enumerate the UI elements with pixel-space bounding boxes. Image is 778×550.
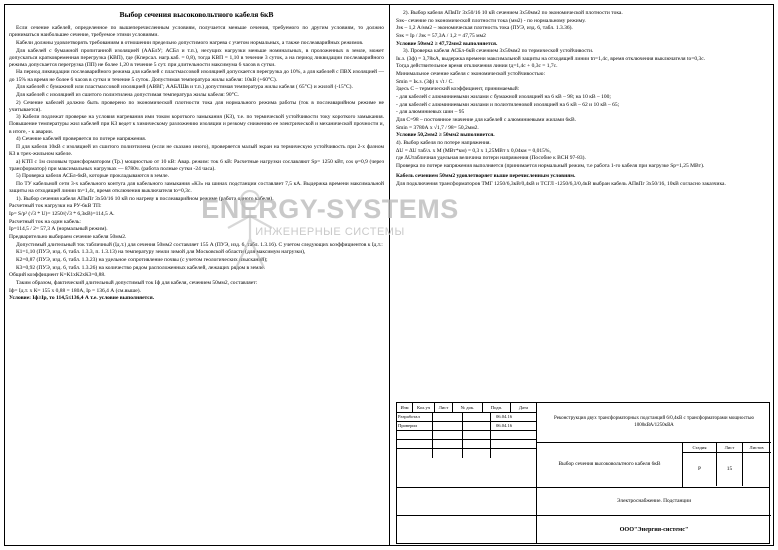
section-label-text: Электроснабжение. Подстанции bbox=[616, 498, 692, 505]
role-date bbox=[491, 449, 516, 458]
section-label bbox=[537, 488, 771, 516]
paragraph: Общий коэффициент К=К1хК2хК3=0,88. bbox=[9, 272, 106, 279]
role-label: Проверил bbox=[397, 422, 433, 430]
table-row bbox=[397, 440, 536, 449]
paragraph: Минимальное сечение кабеля с экономической устойчивостью: bbox=[396, 71, 545, 78]
paragraph: Предварительно выбираем сечение кабеля 50мм2. bbox=[9, 234, 127, 241]
paragraph: Кабели должны удовлетворять требованиям в отношении предельно допустимого нагрева с учетом нормальных, а также послеаварийных режимов. bbox=[16, 39, 364, 46]
paragraph: Iф= Iд.т. х К= 155 х 0,88 = 180А, Ip = 136,4 А (см.выше). bbox=[9, 287, 141, 294]
column-header-stadia: Стадия bbox=[683, 443, 717, 452]
role-date bbox=[491, 431, 516, 439]
paragraph: Sэк = Ip / Jэк = 57,3А / 1,2 = 47,75 мм2 bbox=[396, 32, 486, 39]
role-signature bbox=[463, 449, 491, 458]
paragraph: К2=0,87 (ПУЭ, изд. 6, табл. 1.3.23) на удельное сопротивление почвы (с учетом геологических изысканий); bbox=[16, 256, 268, 263]
paragraph: Для кабелей с бумажной или пластмассовой изоляцией (АВВГ; ААБЛШв и т.п.) допустимая температура жилы кабеля ( 65°С) и жилой (-15°С). bbox=[16, 84, 353, 91]
stage-value-row bbox=[683, 453, 771, 486]
stage-header-row bbox=[683, 443, 771, 453]
document-name-text: Выбор сечения высоковольтного кабеля 6кВ bbox=[558, 461, 661, 468]
doc-name-and-stage bbox=[537, 443, 771, 487]
paragraph: По ТУ кабельной сети 3-х кабельного контуга для кабельного замыкания «КЗ» на шинах подстанции составляет 7,5 кА. Выдержка времени максимальной защиты на отходящей линии tn=1,4с, время отключения выключателя tо=0,3с. bbox=[9, 181, 384, 195]
role-signature bbox=[463, 413, 491, 421]
page-title: Выбор сечения высоковольтного кабеля 6кВ bbox=[119, 10, 274, 19]
column-header-list: Лист bbox=[435, 403, 453, 412]
watermark-subtext: ИНЖЕНЕРНЫЕ СИСТЕМЫ bbox=[255, 226, 405, 238]
paragraph: - для кабелей с алюминиевыми жилами и полиэтиленовой изоляцией на 6 кВ – 62 и 10 кВ – 65; bbox=[396, 101, 620, 108]
title-block-top bbox=[397, 403, 769, 487]
role-label bbox=[397, 449, 433, 458]
column-divider bbox=[389, 5, 390, 545]
role-signature bbox=[463, 422, 491, 430]
paragraph: 2). Выбор кабеля АПвПг 3х50/16 10 кВ сечением 3х50мм2 по экономической плотности тока. bbox=[403, 10, 623, 16]
role-signature bbox=[463, 431, 491, 439]
role-name bbox=[433, 449, 463, 458]
paragraph: П для кабеля 10кВ с изоляцией из сшитого полиэтилена (если не сказано иного), проверяется малый экран на термическую устойчивость при 2-х фазном КЗ в трех-жильном кабеле. bbox=[9, 143, 384, 157]
paragraph: 2) Сечение кабелей должно быть проверено по экономической плотности тока для нормального режима работы (ток в послеаварийном режиме не учитывается). bbox=[9, 99, 384, 113]
table-row bbox=[397, 422, 536, 431]
table-row bbox=[397, 431, 536, 440]
paragraph: К3=0,92 (ПУЭ, изд. 6, табл. 1.3.26) на количество рядом расположенных кабелей, лежащих рядом в земле. bbox=[16, 264, 266, 271]
role-date: 06.04.16 bbox=[495, 414, 513, 419]
blank-cell bbox=[397, 488, 536, 516]
role-date: 06.04.16 bbox=[495, 423, 513, 428]
paragraph: Smin = 3780А х √1,7 / 98= 50,2мм2. bbox=[396, 124, 479, 131]
paragraph: Ip=114,5 / 2= 57,3 А (нормальный режим). bbox=[9, 226, 108, 233]
revision-table bbox=[397, 403, 537, 487]
role-name bbox=[433, 422, 463, 430]
sheet-count bbox=[743, 453, 770, 486]
table-row bbox=[397, 413, 536, 422]
paragraph: а) КТП с 1м силовым трансформатором (Тр.) мощностью от 10 кВ: Авар. режим: ток 6 кВ: Расчетные нагрузки соcлавляют Sp= 1250 кВт, cos φ=0,9 (через трансформатор) при максимальных нагрузках — 8780ч. (работа полные сутки -24 часа). bbox=[9, 158, 384, 172]
paragraph: Если сечение кабелей, определенное по вышеперечисленным условиям, получается меньше сечения, требуемого по другим условиям, то должно приниматься наибольшее сечение, требуемое этими условиями. bbox=[9, 25, 384, 39]
stage-table bbox=[683, 443, 771, 487]
document-name bbox=[537, 443, 683, 487]
organization bbox=[537, 516, 771, 544]
paragraph: Расчетный ток нагрузки на РУ-6кВ ТП: bbox=[9, 203, 102, 210]
title-block-bottom-left bbox=[397, 488, 537, 544]
role-label bbox=[397, 440, 433, 448]
paragraph: На период ликвидации послеаварийного режима для кабелей с пластмассовой изоляцией допускается перегрузка до 10%, а для кабелей с ПВХ изоляцией — до 15% на время не более 6 часов в сутки и течение 5 суток. Допустимая температура жилы кабеля: 10кВ (+60°С). bbox=[9, 69, 384, 83]
column-header-podp: Подп. bbox=[483, 403, 511, 412]
paragraph: 1). Выбор сечения кабеля АПвПг 3х50/16 10 кВ по нагреву в послеаварийном режиме (работа одного кабеля). bbox=[16, 195, 274, 202]
paragraph: Проверка по потере напряжения выполняется (принимается нормальный режим, т.е работа 1-го кабеля при нагрузке Sp=1,25 МВт). bbox=[396, 162, 705, 169]
column-header-listov: Листов bbox=[749, 445, 764, 450]
table-row bbox=[397, 449, 536, 458]
role-name bbox=[433, 440, 463, 448]
paragraph: 4) Сечение кабелей проверяется по потере напряжения. bbox=[16, 136, 147, 143]
paragraph: Smin = Iк.з. (3ф) х √t / С. bbox=[396, 78, 454, 85]
paragraph: Ip= S/p² (√3 * U)= 1250/(√3 * 6,3кВ)=114,5 А. bbox=[9, 211, 115, 218]
stage-value: Р bbox=[683, 453, 717, 486]
paragraph: Jэк – 1,2 А/мм2 – экономическая плотность тока (ПУЭ, изд. 6, табл. 1.3.36). bbox=[396, 25, 573, 32]
paragraph: Для кабелей с бумажной пропитанной изоляцией (ААБлУ; АСБл и т.п.), несущих нагрузки меньше номинальных, в проложенных в земле, может допускаться кратковременная перегрузка (КВП), где (Кперсал. нагр.каб. = 0,8), тогда КВП = 1,10 в течение 3 суток, а на период ликвидации послеаварийного режима допускается перегрузка (ПП) не более 1,20 в течение 5 сут. при длительности максимума 6 часов в сутки. bbox=[9, 47, 384, 68]
paragraph: Sэк– сечение по экономической плотности тока (мм2) - по нормальному режиму. bbox=[396, 17, 586, 24]
watermark-text: ENERGY-SYSTEMS bbox=[201, 194, 459, 224]
role-signature bbox=[463, 440, 491, 448]
paragraph: ∆U = ∆U таб/л. х М (МВт*км) = 0,3 х 1,25МВт х 0,04км = 0,015%, bbox=[396, 147, 551, 154]
paragraph: Тогда действительное время отключения линии tд=1,4с + 0,3с = 1,7с. bbox=[396, 63, 558, 70]
condition-statement: Условие 50мм2 ≥ 47,72мм2 выполняется. bbox=[396, 40, 498, 47]
column-header-data: Дата bbox=[518, 405, 529, 410]
paragraph: Расчетный ток на один кабель: bbox=[9, 218, 81, 225]
paragraph: Здесь С – термический коэффициент, принимаемый: bbox=[396, 86, 520, 93]
title-block-bottom bbox=[397, 487, 769, 544]
column-header-list: Лист bbox=[717, 443, 743, 452]
paragraph: Iк.з. (3ф) = 3,78кА, выдержка времени максимальной защиты на отходящей линии tп=1,4с, время отключения выключателя tо=0,3с. bbox=[396, 55, 706, 62]
paragraph: - для алюминиевых шин – 95 bbox=[396, 109, 465, 116]
paragraph: Для кабелей с изоляцией из сшитого полиэтилена допустимая температура жилы кабеля: 90°С. bbox=[16, 91, 239, 98]
organization-text: ООО"Энергия-системс" bbox=[619, 526, 689, 534]
paragraph: 5) Проверка кабеля АСБл-6кВ, которые прокладываются в земле. bbox=[16, 173, 169, 180]
paragraph: где ∆Uтабличная удельная величина потери напряжения (Пособие к ВСН 97-83). bbox=[396, 155, 586, 162]
role-date bbox=[491, 440, 516, 448]
conclusion-left: Условие: Iф≥Ip, то 114,5≤136,4 А т.е. условие выполняется. bbox=[9, 295, 155, 302]
paragraph: Таким образом, фактический длительный допустимый ток Iф для кабеля, сечением 50мм2, составляет: bbox=[16, 279, 258, 286]
paragraph: Для С=98 – постоянное значение для кабелей с алюминиевыми жилами 6кВ. bbox=[396, 116, 576, 123]
right-text-column bbox=[396, 10, 770, 310]
title-block bbox=[396, 402, 770, 544]
paragraph: 3). Проверка кабеля АСБл-6кВ сечением 3х50мм2 по термической устойчивости. bbox=[403, 48, 594, 55]
column-header-izm: Изм bbox=[397, 403, 413, 412]
paragraph: 4). Выбор кабеля по потере напряжения. bbox=[396, 139, 491, 146]
blank-cell bbox=[397, 516, 536, 544]
column-header-koluch: Кол.уч bbox=[413, 403, 435, 412]
role-label bbox=[397, 431, 433, 439]
column-header-ndok: № док. bbox=[453, 403, 483, 412]
sheet-number: 15 bbox=[717, 453, 743, 486]
title-block-bottom-right bbox=[537, 488, 771, 544]
paragraph: Допустимый длительный ток табличный (Iд.т.) для сечения 50мм2 составляет 155 А (ПУЭ, изд. 6, табл. 1.3.16). С учетом следующих коэффициентов к Iд.т.: bbox=[16, 241, 383, 248]
paragraph: - для кабелей с алюминиевыми жилами с бумажной изоляцией на 6 кВ – 98; на 10 кВ – 100; bbox=[396, 94, 611, 101]
role-label: Разработал bbox=[397, 413, 433, 421]
role-name bbox=[433, 413, 463, 421]
paragraph: Для подключения трансформаторов ТМГ 1250/6,3кВ/0,4кВ и ТСГЛ -1250/6,3/0,4кВ выбран кабель АПвПг 3х50/16, 10кВ согласно заказчика. bbox=[396, 181, 726, 188]
title-block-name-area bbox=[537, 403, 771, 487]
final-conclusion: Кабель сечением 50мм2 удовлетворяет выше перечисленным условиям. bbox=[396, 173, 576, 180]
object-description-text: Реконструкция двух трансформаторных подстанций 6/0,4кВ с трансформаторами мощностью 1000кВА/1250кВА bbox=[553, 416, 754, 428]
revision-header-row bbox=[397, 403, 536, 413]
role-name bbox=[433, 431, 463, 439]
condition-statement: Условие 50,2мм2 ≥ 50мм2 выполняется. bbox=[396, 132, 495, 139]
paragraph: 3) Кабели подлежат проверке на условия нагревания ими током короткого замыкания (КЗ), т.е. по термической устойчивости току короткого замыкания. Повышение температуры жил кабелей при КЗ ведет к химическому разложению изоляции и резкому снижению ее электрической и механической прочности и, в итоге, - к аварии. bbox=[9, 114, 384, 135]
paragraph: К1=1,10 (ПУЭ, изд. 6, табл. 1.3.3, п. 1.3.13) на температуру земли зимой для Московской области (для максимум нагрузки), bbox=[16, 249, 306, 256]
left-text-column bbox=[9, 10, 384, 538]
object-description bbox=[537, 403, 771, 443]
